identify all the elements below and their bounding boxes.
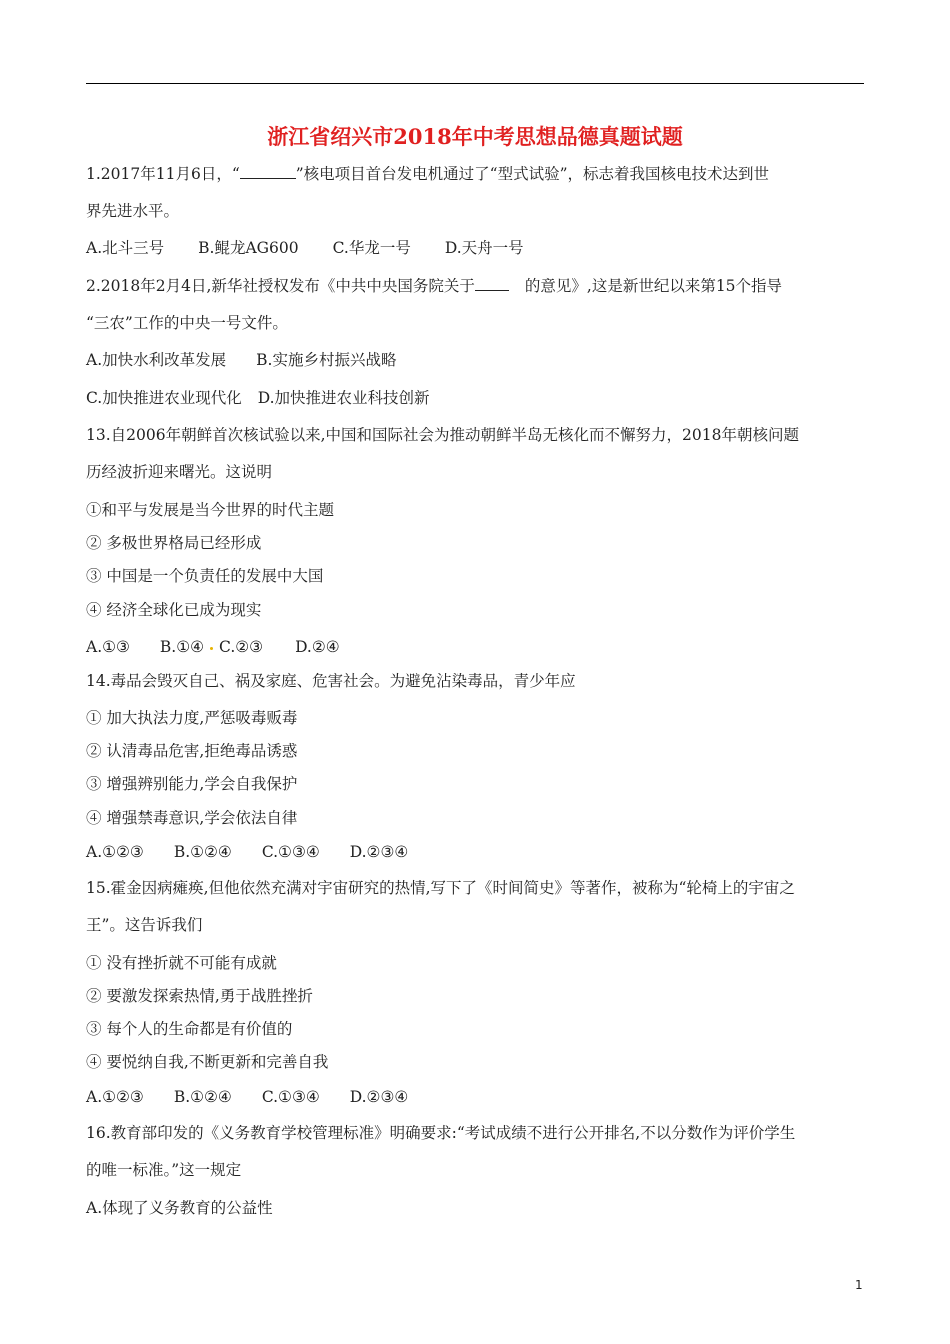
q2-text-a: 2.2018年2月4日,新华社授权发布《中共中央国务院关于 [86, 277, 475, 295]
q2-option-a: A.加快水利改革发展 [86, 351, 227, 369]
q14-option-a: A.①②③ [86, 843, 144, 861]
q15-item-4: ④ 要悦纳自我,不断更新和完善自我 [86, 1053, 329, 1071]
q15-option-c: C.①③④ [261, 1088, 320, 1106]
q1-option-a: A.北斗三号 [86, 239, 165, 257]
q1-option-b: B.鲲龙AG600 [198, 239, 299, 257]
q13-item-4: ④ 经济全球化已成为现实 [86, 601, 262, 619]
stray-dot [210, 647, 213, 650]
q15-item-2: ② 要激发探索热情,勇于战胜挫折 [86, 987, 313, 1005]
q2-line1 [86, 276, 782, 296]
q16-line2: 的唯一标准。”这一规定 [86, 1161, 242, 1179]
q1-option-d: D.天舟一号 [444, 239, 524, 257]
q15-item-3: ③ 每个人的生命都是有价值的 [86, 1020, 293, 1038]
q15-line1: 15.霍金因病瘫痪,但他依然充满对宇宙研究的热情,写下了《时间简史》等著作，被称为“轮椅上的宇宙之 [86, 879, 795, 897]
q13-item-1: ①和平与发展是当今世界的时代主题 [86, 501, 335, 519]
q15-option-b: B.①②④ [173, 1088, 232, 1106]
q1-blank [240, 166, 296, 179]
q2-option-d: D.加快推进农业科技创新 [257, 389, 430, 407]
q13-options [86, 637, 340, 657]
q14-item-4: ④ 增强禁毒意识,学会依法自律 [86, 809, 298, 827]
q14-item-1: ① 加大执法力度,严惩吸毒贩毒 [86, 709, 298, 727]
q14-line1: 14.毒品会毁灭自己、祸及家庭、危害社会。为避免沾染毒品，青少年应 [86, 672, 576, 690]
q1-line2: 界先进水平。 [86, 202, 180, 220]
q13-line2: 历经波折迎来曙光。这说明 [86, 463, 273, 481]
q14-item-2: ② 认清毒品危害,拒绝毒品诱惑 [86, 742, 298, 760]
q13-option-b: B.①④ [159, 638, 205, 656]
q13-item-2: ② 多极世界格局已经形成 [86, 534, 262, 552]
q16-option-a: A.体现了义务教育的公益性 [86, 1199, 273, 1217]
q13-line1: 13.自2006年朝鲜首次核试验以来,中国和国际社会为推动朝鲜半岛无核化而不懈努力，2018年朝核问题 [86, 426, 799, 444]
q15-line2: 王”。这告诉我们 [86, 916, 203, 934]
q14-option-d: D.②③④ [349, 843, 409, 861]
q2-option-b: B.实施乡村振兴战略 [256, 351, 397, 369]
q13-option-a: A.①③ [86, 638, 130, 656]
q2-line2: “三农”工作的中央一号文件。 [86, 314, 288, 332]
q1-options [86, 238, 524, 258]
q13-option-c: C.②③ [219, 638, 264, 656]
q2-options-row1 [86, 350, 396, 370]
q13-option-d: D.②④ [295, 638, 340, 656]
q2-text-b: 的意见》,这是新世纪以来第15个指导 [524, 277, 783, 295]
q14-item-3: ③ 增强辨别能力,学会自我保护 [86, 775, 298, 793]
q15-option-d: D.②③④ [349, 1088, 409, 1106]
q2-blank [475, 278, 509, 291]
q13-item-3: ③ 中国是一个负责任的发展中大国 [86, 567, 324, 585]
q1-text-a: 1.2017年11月6日，“ [86, 165, 240, 183]
q15-option-a: A.①②③ [86, 1088, 144, 1106]
q15-options [86, 1087, 408, 1107]
q1-line1 [86, 164, 769, 184]
page-title: 浙江省绍兴市2018年中考思想品德真题试题 [267, 124, 683, 149]
q2-option-c: C.加快推进农业现代化 [86, 389, 242, 407]
q16-line1: 16.教育部印发的《义务教育学校管理标准》明确要求:“考试成绩不进行公开排名,不以分数作为评价学生 [86, 1124, 796, 1142]
q2-options-row2 [86, 388, 430, 408]
q1-text-b: ”核电项目首台发电机通过了“型式试验”，标志着我国核电技术达到世 [295, 165, 770, 183]
page-number: 1 [855, 1278, 863, 1292]
q14-options [86, 842, 408, 862]
q15-item-1: ① 没有挫折就不可能有成就 [86, 954, 277, 972]
header-rule [86, 83, 864, 84]
q14-option-b: B.①②④ [173, 843, 232, 861]
q14-option-c: C.①③④ [261, 843, 320, 861]
q1-option-c: C.华龙一号 [332, 239, 411, 257]
